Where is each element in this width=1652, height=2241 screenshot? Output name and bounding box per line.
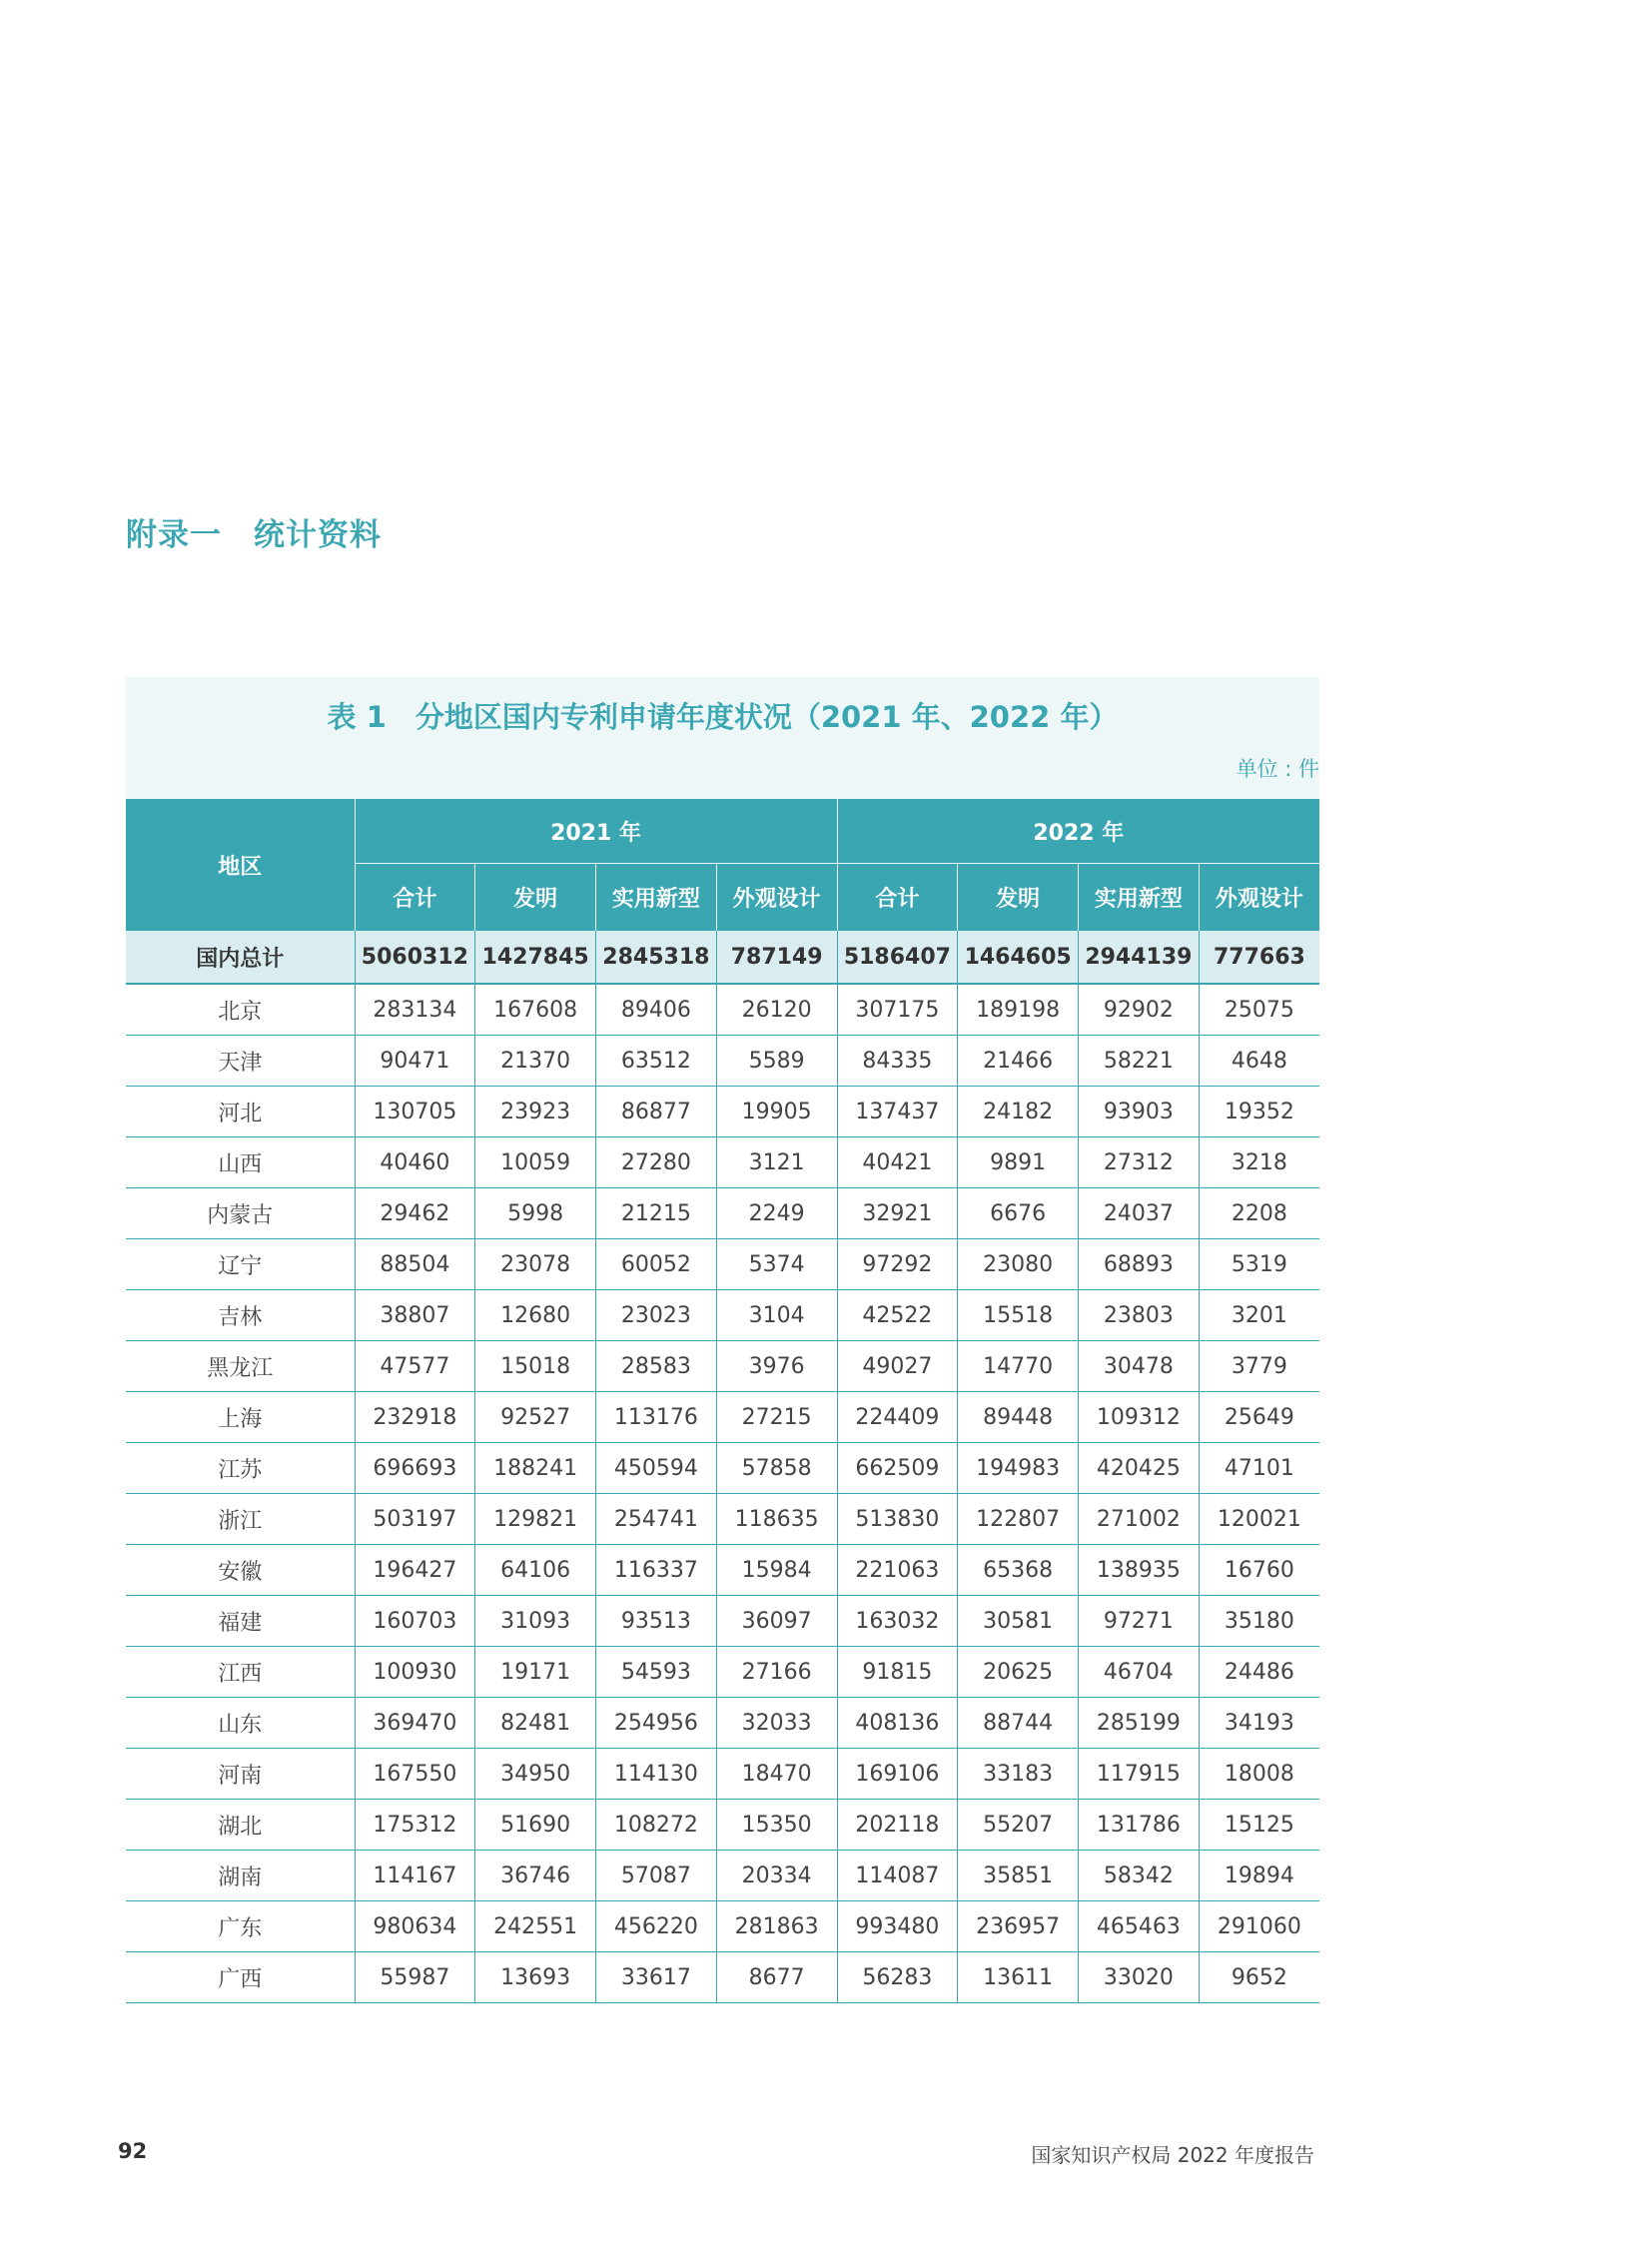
value-cell: 19905 (716, 1087, 837, 1137)
value-cell: 116337 (596, 1545, 717, 1596)
value-cell: 271002 (1079, 1494, 1200, 1545)
value-cell: 662509 (837, 1443, 958, 1494)
value-cell: 114087 (837, 1851, 958, 1901)
value-cell: 89406 (596, 984, 717, 1036)
value-cell: 40460 (355, 1137, 475, 1188)
value-cell: 408136 (837, 1698, 958, 1749)
column-header-total-2021: 合计 (355, 864, 475, 932)
region-cell: 北京 (126, 984, 355, 1036)
page-number: 92 (118, 2139, 148, 2163)
region-cell: 广东 (126, 1901, 355, 1952)
column-header-invention-2021: 发明 (475, 864, 596, 932)
value-cell: 696693 (355, 1443, 475, 1494)
value-cell: 1427845 (475, 931, 596, 984)
value-cell: 24486 (1199, 1647, 1319, 1698)
value-cell: 19894 (1199, 1851, 1319, 1901)
value-cell: 3976 (716, 1341, 837, 1392)
value-cell: 503197 (355, 1494, 475, 1545)
value-cell: 113176 (596, 1392, 717, 1443)
value-cell: 232918 (355, 1392, 475, 1443)
value-cell: 169106 (837, 1749, 958, 1800)
value-cell: 777663 (1199, 931, 1319, 984)
value-cell: 30478 (1079, 1341, 1200, 1392)
region-cell: 安徽 (126, 1545, 355, 1596)
value-cell: 5589 (716, 1036, 837, 1087)
value-cell: 33617 (596, 1952, 717, 2003)
value-cell: 138935 (1079, 1545, 1200, 1596)
value-cell: 4648 (1199, 1036, 1319, 1087)
value-cell: 202118 (837, 1800, 958, 1851)
value-cell: 224409 (837, 1392, 958, 1443)
value-cell: 2208 (1199, 1188, 1319, 1239)
table-row (126, 1290, 1319, 1341)
column-header-design-2021: 外观设计 (716, 864, 837, 932)
value-cell: 15350 (716, 1800, 837, 1851)
value-cell: 14770 (958, 1341, 1079, 1392)
column-header-total-2022: 合计 (837, 864, 958, 932)
table-row (126, 984, 1319, 1036)
column-header-design-2022: 外观设计 (1199, 864, 1319, 932)
table-row (126, 1545, 1319, 1596)
value-cell: 34950 (475, 1749, 596, 1800)
value-cell: 64106 (475, 1545, 596, 1596)
value-cell: 993480 (837, 1901, 958, 1952)
value-cell: 513830 (837, 1494, 958, 1545)
value-cell: 51690 (475, 1800, 596, 1851)
total-row (126, 931, 1319, 984)
value-cell: 21370 (475, 1036, 596, 1087)
table-row (126, 1901, 1319, 1952)
value-cell: 9652 (1199, 1952, 1319, 2003)
value-cell: 88504 (355, 1239, 475, 1290)
value-cell: 97271 (1079, 1596, 1200, 1647)
value-cell: 13693 (475, 1952, 596, 2003)
region-cell: 内蒙古 (126, 1188, 355, 1239)
value-cell: 25649 (1199, 1392, 1319, 1443)
year-2021-header: 2021 年 (355, 799, 837, 864)
value-cell: 29462 (355, 1188, 475, 1239)
table-title: 表 1 分地区国内专利申请年度状况（2021 年、2022 年） (327, 700, 1119, 734)
value-cell: 120021 (1199, 1494, 1319, 1545)
region-cell: 广西 (126, 1952, 355, 2003)
value-cell: 3779 (1199, 1341, 1319, 1392)
value-cell: 89448 (958, 1392, 1079, 1443)
value-cell: 114130 (596, 1749, 717, 1800)
value-cell: 15984 (716, 1545, 837, 1596)
table-row (126, 1036, 1319, 1087)
value-cell: 68893 (1079, 1239, 1200, 1290)
region-cell: 吉林 (126, 1290, 355, 1341)
value-cell: 188241 (475, 1443, 596, 1494)
value-cell: 285199 (1079, 1698, 1200, 1749)
value-cell: 32033 (716, 1698, 837, 1749)
value-cell: 6676 (958, 1188, 1079, 1239)
value-cell: 55987 (355, 1952, 475, 2003)
value-cell: 2944139 (1079, 931, 1200, 984)
value-cell: 109312 (1079, 1392, 1200, 1443)
value-cell: 21215 (596, 1188, 717, 1239)
value-cell: 16760 (1199, 1545, 1319, 1596)
value-cell: 1464605 (958, 931, 1079, 984)
value-cell: 108272 (596, 1800, 717, 1851)
value-cell: 122807 (958, 1494, 1079, 1545)
value-cell: 32921 (837, 1188, 958, 1239)
value-cell: 118635 (716, 1494, 837, 1545)
value-cell: 221063 (837, 1545, 958, 1596)
value-cell: 130705 (355, 1087, 475, 1137)
region-cell: 湖北 (126, 1800, 355, 1851)
value-cell: 54593 (596, 1647, 717, 1698)
value-cell: 18008 (1199, 1749, 1319, 1800)
region-cell: 河北 (126, 1087, 355, 1137)
value-cell: 33020 (1079, 1952, 1200, 2003)
value-cell: 23023 (596, 1290, 717, 1341)
value-cell: 15018 (475, 1341, 596, 1392)
value-cell: 15518 (958, 1290, 1079, 1341)
value-cell: 117915 (1079, 1749, 1200, 1800)
value-cell: 63512 (596, 1036, 717, 1087)
value-cell: 47101 (1199, 1443, 1319, 1494)
table-header (126, 799, 1319, 931)
value-cell: 40421 (837, 1137, 958, 1188)
value-cell: 5319 (1199, 1239, 1319, 1290)
table-row (126, 1851, 1319, 1901)
value-cell: 5374 (716, 1239, 837, 1290)
value-cell: 58221 (1079, 1036, 1200, 1087)
table-row (126, 1239, 1319, 1290)
value-cell: 82481 (475, 1698, 596, 1749)
value-cell: 23923 (475, 1087, 596, 1137)
value-cell: 18470 (716, 1749, 837, 1800)
table-row (126, 1800, 1319, 1851)
value-cell: 38807 (355, 1290, 475, 1341)
value-cell: 36746 (475, 1851, 596, 1901)
value-cell: 34193 (1199, 1698, 1319, 1749)
value-cell: 13611 (958, 1952, 1079, 2003)
value-cell: 114167 (355, 1851, 475, 1901)
value-cell: 42522 (837, 1290, 958, 1341)
value-cell: 58342 (1079, 1851, 1200, 1901)
table-row (126, 1443, 1319, 1494)
value-cell: 3121 (716, 1137, 837, 1188)
value-cell: 12680 (475, 1290, 596, 1341)
value-cell: 283134 (355, 984, 475, 1036)
value-cell: 3218 (1199, 1137, 1319, 1188)
value-cell: 27166 (716, 1647, 837, 1698)
region-cell: 湖南 (126, 1851, 355, 1901)
value-cell: 3201 (1199, 1290, 1319, 1341)
value-cell: 131786 (1079, 1800, 1200, 1851)
value-cell: 23078 (475, 1239, 596, 1290)
value-cell: 84335 (837, 1036, 958, 1087)
footer-report-title: 国家知识产权局 2022 年度报告 (1031, 2143, 1314, 2167)
table-row (126, 1137, 1319, 1188)
value-cell: 28583 (596, 1341, 717, 1392)
value-cell: 196427 (355, 1545, 475, 1596)
unit-label: 单位 : 件 (1236, 757, 1319, 781)
value-cell: 450594 (596, 1443, 717, 1494)
table-row (126, 1392, 1319, 1443)
value-cell: 57087 (596, 1851, 717, 1901)
value-cell: 5060312 (355, 931, 475, 984)
region-cell: 江西 (126, 1647, 355, 1698)
region-cell: 山西 (126, 1137, 355, 1188)
value-cell: 787149 (716, 931, 837, 984)
value-cell: 5186407 (837, 931, 958, 984)
value-cell: 21466 (958, 1036, 1079, 1087)
value-cell: 9891 (958, 1137, 1079, 1188)
region-cell: 山东 (126, 1698, 355, 1749)
region-column-header: 地区 (126, 799, 355, 931)
value-cell: 369470 (355, 1698, 475, 1749)
value-cell: 27215 (716, 1392, 837, 1443)
value-cell: 35851 (958, 1851, 1079, 1901)
value-cell: 92902 (1079, 984, 1200, 1036)
value-cell: 15125 (1199, 1800, 1319, 1851)
value-cell: 24037 (1079, 1188, 1200, 1239)
value-cell: 25075 (1199, 984, 1319, 1036)
section-title: 附录一 统计资料 (126, 517, 382, 553)
value-cell: 93903 (1079, 1087, 1200, 1137)
value-cell: 194983 (958, 1443, 1079, 1494)
table-row (126, 1698, 1319, 1749)
value-cell: 8677 (716, 1952, 837, 2003)
value-cell: 88744 (958, 1698, 1079, 1749)
value-cell: 19171 (475, 1647, 596, 1698)
value-cell: 56283 (837, 1952, 958, 2003)
value-cell: 49027 (837, 1341, 958, 1392)
value-cell: 3104 (716, 1290, 837, 1341)
value-cell: 97292 (837, 1239, 958, 1290)
value-cell: 23803 (1079, 1290, 1200, 1341)
value-cell: 420425 (1079, 1443, 1200, 1494)
column-header-utility-model-2021: 实用新型 (596, 864, 717, 932)
table-title-panel (126, 677, 1319, 799)
value-cell: 26120 (716, 984, 837, 1036)
value-cell: 291060 (1199, 1901, 1319, 1952)
value-cell: 456220 (596, 1901, 717, 1952)
value-cell: 189198 (958, 984, 1079, 1036)
value-cell: 23080 (958, 1239, 1079, 1290)
value-cell: 27312 (1079, 1137, 1200, 1188)
table-row (126, 1087, 1319, 1137)
value-cell: 236957 (958, 1901, 1079, 1952)
value-cell: 167550 (355, 1749, 475, 1800)
region-cell: 国内总计 (126, 931, 355, 984)
region-cell: 上海 (126, 1392, 355, 1443)
value-cell: 55207 (958, 1800, 1079, 1851)
region-cell: 浙江 (126, 1494, 355, 1545)
value-cell: 281863 (716, 1901, 837, 1952)
value-cell: 5998 (475, 1188, 596, 1239)
region-cell: 福建 (126, 1596, 355, 1647)
value-cell: 254956 (596, 1698, 717, 1749)
value-cell: 33183 (958, 1749, 1079, 1800)
value-cell: 163032 (837, 1596, 958, 1647)
region-cell: 黑龙江 (126, 1341, 355, 1392)
table-row (126, 1647, 1319, 1698)
column-header-invention-2022: 发明 (958, 864, 1079, 932)
value-cell: 20625 (958, 1647, 1079, 1698)
patent-application-table (126, 799, 1319, 2003)
region-cell: 天津 (126, 1036, 355, 1087)
value-cell: 465463 (1079, 1901, 1200, 1952)
column-header-utility-model-2022: 实用新型 (1079, 864, 1200, 932)
value-cell: 47577 (355, 1341, 475, 1392)
value-cell: 27280 (596, 1137, 717, 1188)
region-cell: 河南 (126, 1749, 355, 1800)
value-cell: 980634 (355, 1901, 475, 1952)
table-row (126, 1749, 1319, 1800)
value-cell: 160703 (355, 1596, 475, 1647)
value-cell: 307175 (837, 984, 958, 1036)
value-cell: 137437 (837, 1087, 958, 1137)
value-cell: 10059 (475, 1137, 596, 1188)
value-cell: 19352 (1199, 1087, 1319, 1137)
table-body (126, 931, 1319, 2003)
value-cell: 90471 (355, 1036, 475, 1087)
value-cell: 100930 (355, 1647, 475, 1698)
value-cell: 24182 (958, 1087, 1079, 1137)
value-cell: 254741 (596, 1494, 717, 1545)
value-cell: 242551 (475, 1901, 596, 1952)
value-cell: 129821 (475, 1494, 596, 1545)
table-row (126, 1341, 1319, 1392)
table-row (126, 1494, 1319, 1545)
value-cell: 46704 (1079, 1647, 1200, 1698)
table-row (126, 1188, 1319, 1239)
value-cell: 167608 (475, 984, 596, 1036)
value-cell: 60052 (596, 1239, 717, 1290)
value-cell: 20334 (716, 1851, 837, 1901)
value-cell: 31093 (475, 1596, 596, 1647)
year-2022-header: 2022 年 (837, 799, 1319, 864)
value-cell: 2249 (716, 1188, 837, 1239)
value-cell: 92527 (475, 1392, 596, 1443)
region-cell: 江苏 (126, 1443, 355, 1494)
table-row (126, 1952, 1319, 2003)
value-cell: 30581 (958, 1596, 1079, 1647)
value-cell: 93513 (596, 1596, 717, 1647)
value-cell: 57858 (716, 1443, 837, 1494)
value-cell: 2845318 (596, 931, 717, 984)
value-cell: 91815 (837, 1647, 958, 1698)
value-cell: 86877 (596, 1087, 717, 1137)
value-cell: 35180 (1199, 1596, 1319, 1647)
value-cell: 175312 (355, 1800, 475, 1851)
value-cell: 36097 (716, 1596, 837, 1647)
region-cell: 辽宁 (126, 1239, 355, 1290)
value-cell: 65368 (958, 1545, 1079, 1596)
table-row (126, 1596, 1319, 1647)
